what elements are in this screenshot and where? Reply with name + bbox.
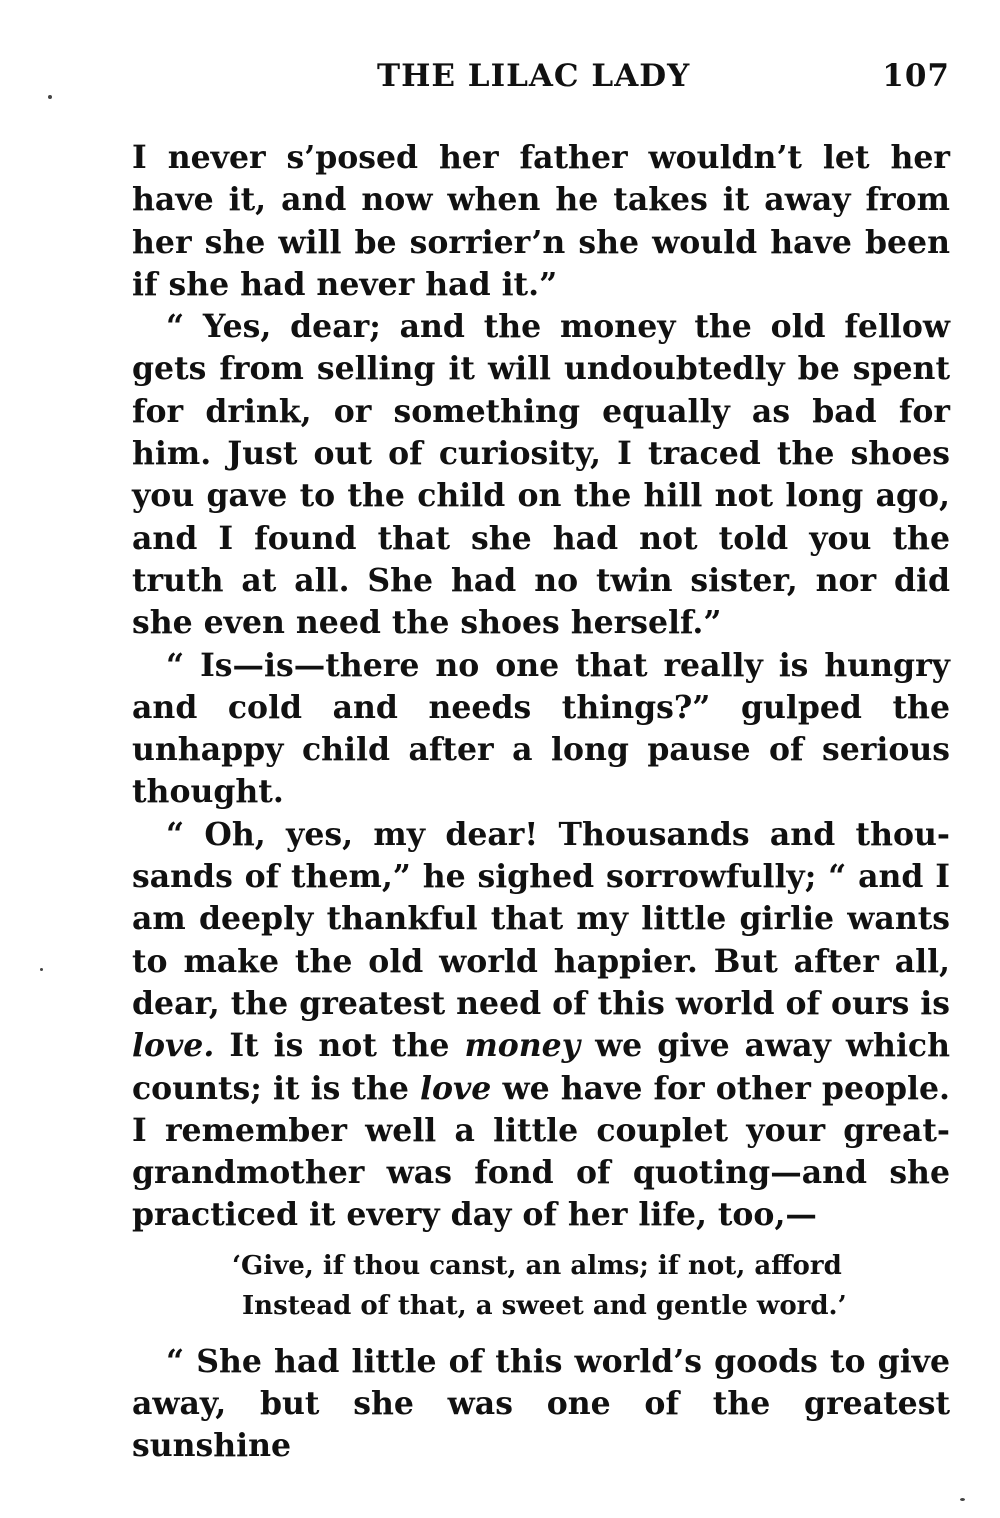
ink-speck xyxy=(960,1498,965,1501)
paragraph-text: “ Oh, yes, my dear! Thousands and thousands of them,” he sighed sorrowfully; “ and I am deeply thankful that my little girlie wants to make the old world happier. But after all, dear, the greatest need of this world of ours is xyxy=(132,815,950,1022)
running-title: THE LILAC LADY xyxy=(377,58,691,94)
emphasis-love: love xyxy=(420,1069,492,1107)
paragraph: “ Yes, dear; and the money the old fellow gets from selling it will undoubtedly be spent for drink, or something equally as bad for him. Just out of curiosity, I traced the shoes you gave to the child on the hill not long ago, and I found that she had not told you the truth at all. She had no twin sister, nor did she even need the shoes herself.” xyxy=(132,308,950,642)
verse-line: ‘Give, if thou canst, an alms; if not, afford xyxy=(232,1250,842,1281)
ink-speck xyxy=(48,95,52,99)
paragraph xyxy=(132,814,950,1237)
paragraph: “ Is—is—there no one that really is hungry and cold and needs things?” gulped the unhappy child after a long pause of serious thought. xyxy=(132,646,950,811)
paragraph-text: we give away which counts; it is the xyxy=(132,1027,950,1107)
verse-quote xyxy=(132,1246,950,1326)
paragraph-text: It is not the xyxy=(214,1027,465,1065)
emphasis-love: love. xyxy=(132,1027,215,1065)
paragraph: “ She had little of this world’s goods to give away, but she was one of the greatest sunshine xyxy=(132,1342,950,1465)
ink-speck xyxy=(40,968,43,971)
verse-line: Instead of that, a sweet and gentle word.’ xyxy=(242,1290,847,1321)
paragraph: I never s’posed her father wouldn’t let her have it, and now when he takes it away from her she will be sorrier’n she would have been if she had never had it.” xyxy=(132,139,950,303)
paragraph-text: we have for other people. I remember well a little couplet your great-grandmother was fond of quoting—and she practiced it every day of her life, too,— xyxy=(132,1069,951,1234)
page-number: 107 xyxy=(882,58,950,94)
page-header xyxy=(132,58,950,102)
emphasis-money: money xyxy=(464,1027,581,1065)
page-body xyxy=(132,137,950,1468)
